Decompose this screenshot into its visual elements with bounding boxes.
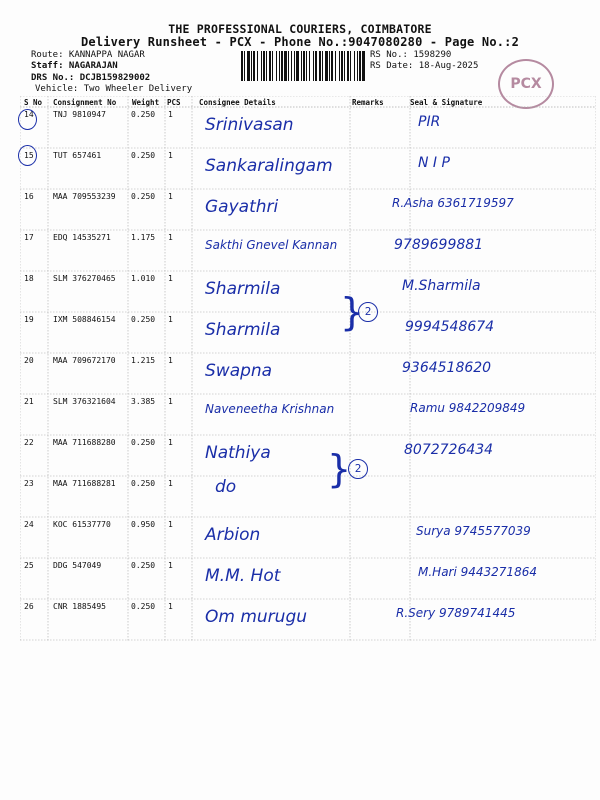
barcode-bar xyxy=(294,51,295,81)
row-consignment-no: EDQ 14535271 xyxy=(53,233,111,242)
row-weight: 1.010 xyxy=(131,274,156,283)
barcode-bar xyxy=(303,51,305,81)
barcode-bar xyxy=(247,51,250,81)
col-sno: S No xyxy=(24,98,43,107)
barcode-bar xyxy=(359,51,361,81)
staff-label: Staff: NAGARAJAN xyxy=(31,61,118,71)
signature: Surya 9745577039 xyxy=(416,524,531,538)
row-consignment-no: DDG 547049 xyxy=(53,561,102,570)
barcode-bar xyxy=(347,51,349,81)
barcode-bar xyxy=(319,51,321,81)
barcode-bar xyxy=(306,51,307,81)
col-pcs: PCS xyxy=(167,98,181,107)
row-pcs: 1 xyxy=(168,110,173,119)
barcode-bar xyxy=(335,51,336,81)
consignee-name: Nathiya xyxy=(205,443,271,463)
row-weight: 0.250 xyxy=(131,151,156,160)
row-sno: 23 xyxy=(24,479,34,488)
consignee-name: Naveneetha Krishnan xyxy=(205,402,335,416)
signature: 9994548674 xyxy=(405,319,495,335)
check-circle-icon xyxy=(18,145,37,166)
row-sno: 17 xyxy=(24,233,34,242)
row-consignment-no: SLM 376270465 xyxy=(53,274,116,283)
barcode-bar xyxy=(357,51,358,81)
consignee-name: M.M. Hot xyxy=(205,566,281,586)
barcode-bar xyxy=(263,51,265,81)
barcode-bar xyxy=(296,51,299,81)
signature: M.Hari 9443271864 xyxy=(418,565,537,579)
col-consignment: Consignment No xyxy=(53,98,117,107)
col-remarks: Remarks xyxy=(352,98,384,107)
bracket-icon: } xyxy=(327,447,352,491)
consignee-name: Srinivasan xyxy=(205,115,294,135)
signature: 8072726434 xyxy=(404,442,494,458)
barcode-bar xyxy=(266,51,267,81)
signature: R.Asha 6361719597 xyxy=(392,196,514,210)
barcode-bar xyxy=(288,51,289,81)
barcode-bar xyxy=(322,51,323,81)
row-consignment-no: MAA 711688281 xyxy=(53,479,116,488)
row-sno: 20 xyxy=(24,356,34,365)
barcode-bar xyxy=(362,51,365,81)
barcode-bar xyxy=(244,51,245,81)
table-grid xyxy=(20,96,596,641)
barcode-bar xyxy=(331,51,333,81)
row-sno: 21 xyxy=(24,397,34,406)
barcode-bar xyxy=(281,51,283,81)
barcode-bar xyxy=(313,51,314,81)
row-weight: 0.950 xyxy=(131,520,156,529)
row-pcs: 1 xyxy=(168,602,173,611)
barcode-bar xyxy=(329,51,330,81)
vehicle-label: Vehicle: Two Wheeler Delivery xyxy=(35,84,193,94)
row-sno: 22 xyxy=(24,438,34,447)
row-pcs: 1 xyxy=(168,561,173,570)
row-sno: 18 xyxy=(24,274,34,283)
signature: M.Sharmila xyxy=(402,278,481,294)
barcode-bar xyxy=(253,51,255,81)
consignee-name: Sakthi Gnevel Kannan xyxy=(205,238,338,252)
barcode-bar xyxy=(269,51,271,81)
row-sno: 24 xyxy=(24,520,34,529)
row-pcs: 1 xyxy=(168,315,173,324)
barcode-bar xyxy=(301,51,302,81)
row-consignment-no: TNJ 9810947 xyxy=(53,110,106,119)
barcode-bar xyxy=(350,51,351,81)
row-pcs: 1 xyxy=(168,192,173,201)
row-weight: 0.250 xyxy=(131,438,156,447)
consignee-name: Gayathri xyxy=(205,197,279,217)
signature: 9789699881 xyxy=(394,237,484,253)
barcode-bar xyxy=(309,51,310,81)
barcode-bar xyxy=(241,51,243,81)
row-pcs: 1 xyxy=(168,233,173,242)
barcode xyxy=(241,51,366,81)
barcode-bar xyxy=(315,51,317,81)
rs-number: RS No.: 1598290 xyxy=(370,50,452,60)
row-consignment-no: KOC 61537770 xyxy=(53,520,111,529)
pcx-stamp: PCX xyxy=(498,59,554,109)
group-count-mark: 2 xyxy=(358,302,378,322)
row-pcs: 1 xyxy=(168,274,173,283)
signature: PIR xyxy=(418,114,441,130)
col-seal: Seal & Signature xyxy=(410,98,483,107)
row-pcs: 1 xyxy=(168,356,173,365)
row-sno: 15 xyxy=(24,151,34,160)
row-sno: 16 xyxy=(24,192,34,201)
signature: Ramu 9842209849 xyxy=(410,401,526,415)
row-consignment-no: CNR 1885495 xyxy=(53,602,106,611)
signature: R.Sery 9789741445 xyxy=(396,606,516,620)
barcode-bar xyxy=(257,51,258,81)
row-weight: 0.250 xyxy=(131,110,156,119)
row-sno: 26 xyxy=(24,602,34,611)
row-sno: 14 xyxy=(24,110,34,119)
consignee-name: Sharmila xyxy=(205,320,281,340)
barcode-bar xyxy=(261,51,262,81)
row-weight: 0.250 xyxy=(131,192,156,201)
barcode-bar xyxy=(341,51,343,81)
signature: N I P xyxy=(418,155,450,171)
row-consignment-no: MAA 711688280 xyxy=(53,438,116,447)
route-label: Route: KANNAPPA NAGAR xyxy=(31,50,145,60)
row-consignment-no: IXM 508846154 xyxy=(53,315,116,324)
barcode-bar xyxy=(279,51,280,81)
row-consignment-no: MAA 709553239 xyxy=(53,192,116,201)
barcode-bar xyxy=(276,51,277,81)
runsheet-title: Delivery Runsheet - PCX - Phone No.:9047080280 - Page No.:2 xyxy=(80,35,520,49)
row-pcs: 1 xyxy=(168,520,173,529)
row-weight: 0.250 xyxy=(131,315,156,324)
group-count-mark: 2 xyxy=(348,459,368,479)
barcode-bar xyxy=(339,51,340,81)
row-weight: 0.250 xyxy=(131,602,156,611)
bracket-icon: } xyxy=(340,290,365,334)
barcode-bar xyxy=(272,51,273,81)
row-pcs: 1 xyxy=(168,397,173,406)
row-pcs: 1 xyxy=(168,151,173,160)
barcode-bar xyxy=(325,51,328,81)
row-sno: 19 xyxy=(24,315,34,324)
barcode-bar xyxy=(291,51,292,81)
row-consignment-no: SLM 376321604 xyxy=(53,397,116,406)
consignee-name: do xyxy=(215,477,237,497)
row-weight: 0.250 xyxy=(131,479,156,488)
row-weight: 1.175 xyxy=(131,233,156,242)
company-title: THE PROFESSIONAL COURIERS, COIMBATORE xyxy=(168,22,432,36)
check-circle-icon xyxy=(18,109,37,130)
row-weight: 3.385 xyxy=(131,397,156,406)
consignee-name: Swapna xyxy=(205,361,273,381)
row-pcs: 1 xyxy=(168,479,173,488)
row-consignment-no: MAA 709672170 xyxy=(53,356,116,365)
col-consignee: Consignee Details xyxy=(199,98,276,107)
row-weight: 0.250 xyxy=(131,561,156,570)
row-weight: 1.215 xyxy=(131,356,156,365)
consignee-name: Om murugu xyxy=(205,607,308,627)
consignee-name: Sankaralingam xyxy=(205,156,333,176)
barcode-bar xyxy=(251,51,252,81)
rs-date: RS Date: 18-Aug-2025 xyxy=(370,61,479,71)
drs-label: DRS No.: DCJB159829002 xyxy=(31,73,151,83)
barcode-bar xyxy=(284,51,287,81)
barcode-bar xyxy=(344,51,345,81)
barcode-bar xyxy=(354,51,355,81)
consignee-name: Arbion xyxy=(205,525,261,545)
row-consignment-no: TUT 657461 xyxy=(53,151,102,160)
row-pcs: 1 xyxy=(168,438,173,447)
consignee-name: Sharmila xyxy=(205,279,281,299)
col-weight: Weight xyxy=(132,98,160,107)
row-sno: 25 xyxy=(24,561,34,570)
signature: 9364518620 xyxy=(402,360,492,376)
